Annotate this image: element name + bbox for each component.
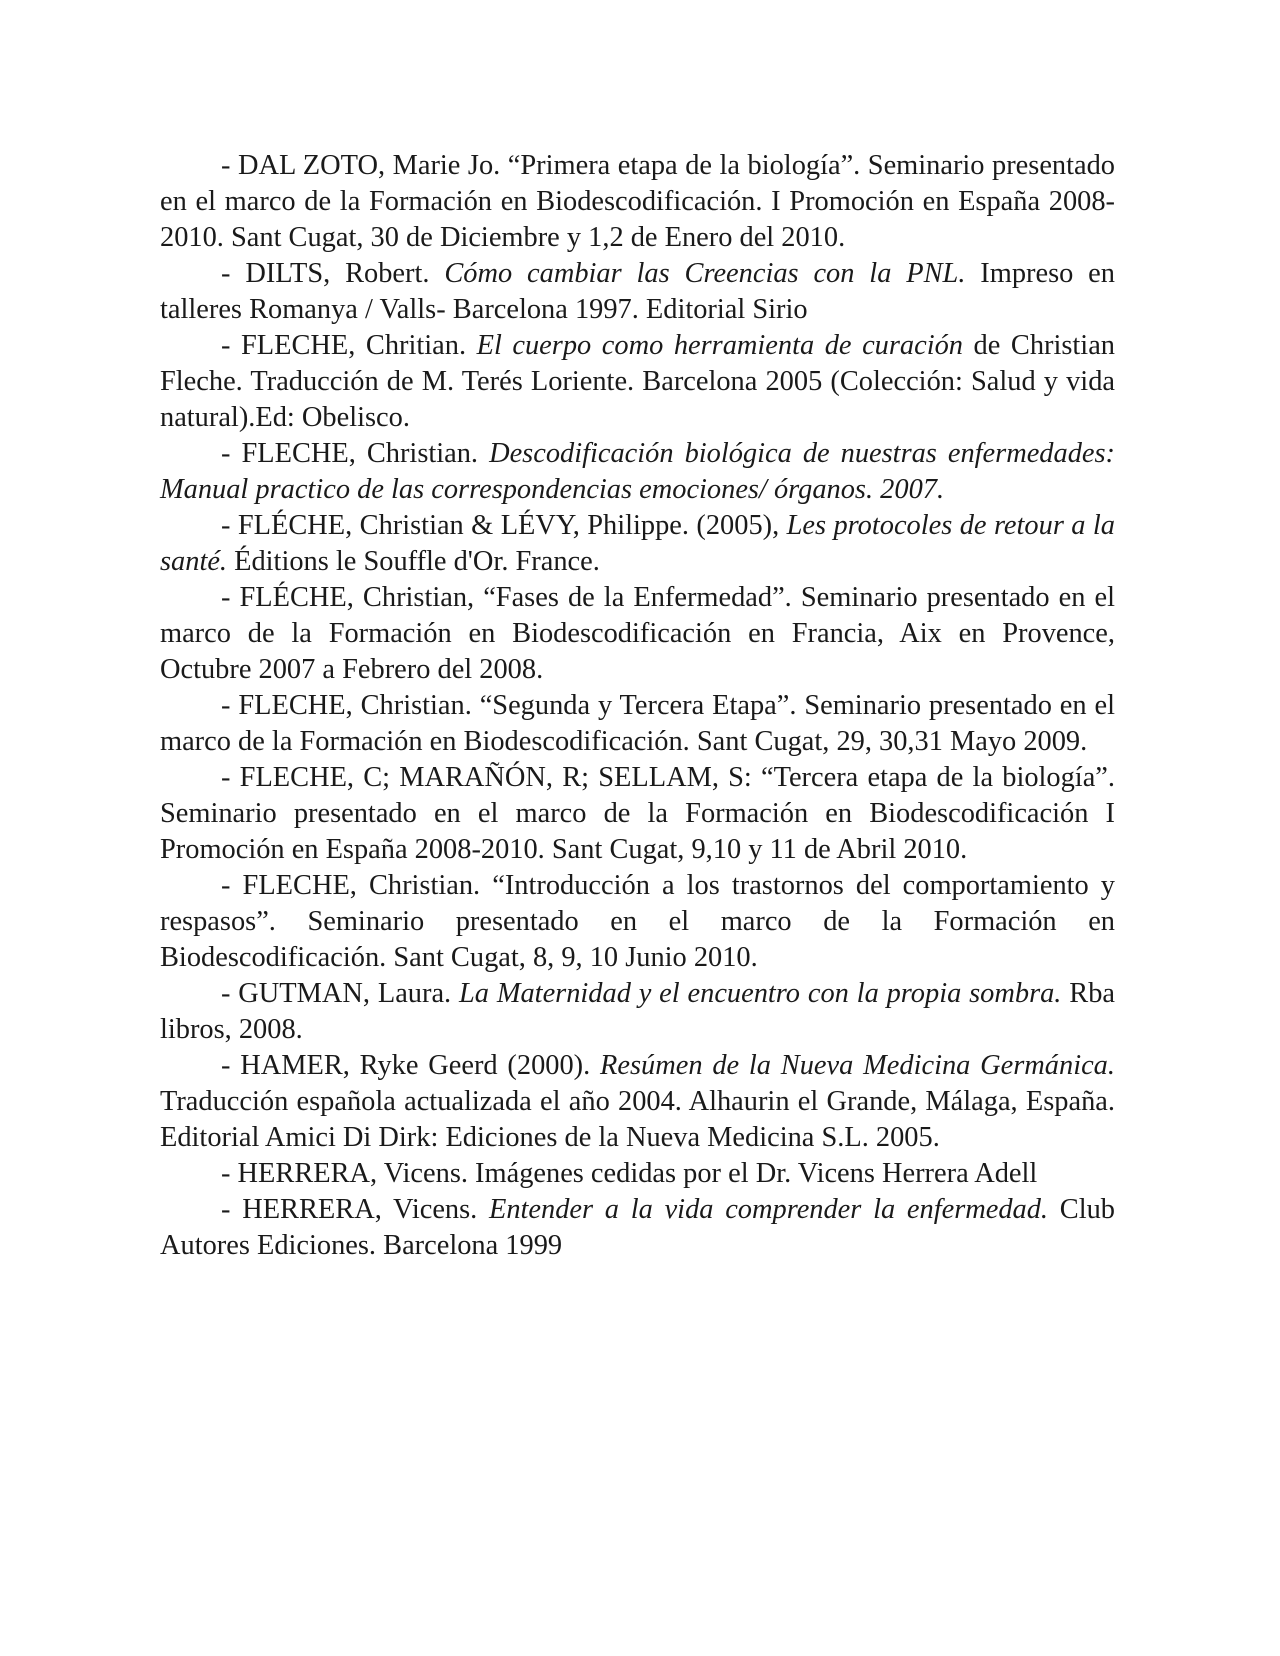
reference-entry [160, 1192, 1115, 1264]
reference-title: Cómo cambiar las Creencias con la PNL. [444, 258, 966, 289]
reference-entry [160, 256, 1115, 328]
reference-entry [160, 328, 1115, 436]
reference-entry [160, 1048, 1115, 1156]
reference-entry [160, 688, 1115, 760]
reference-text: Club Autores Ediciones. Barcelona 1999 [160, 1194, 1115, 1261]
reference-entry [160, 508, 1115, 580]
reference-text: - FLECHE, Chritian. [221, 330, 477, 361]
reference-text: - FLECHE, Christian. [221, 438, 490, 469]
reference-title: La Maternidad y el encuentro con la propia sombra. [459, 978, 1062, 1009]
reference-text: Éditions le Souffle d'Or. France. [227, 546, 600, 577]
reference-entry [160, 976, 1115, 1048]
reference-entry [160, 436, 1115, 508]
reference-text: - DAL ZOTO, Marie Jo. “Primera etapa de la biología”. Seminario presentado en el marco de la Formación en Biodescodificación. I Promoción en España 2008-2010. Sant Cugat, 30 de Diciembre y 1,2 de Enero del 2010. [160, 150, 1115, 253]
reference-title: Descodificación biológica de nuestras enfermedades: Manual practico de las correspondencias emociones/ órganos. 2007. [160, 438, 1116, 505]
reference-entry [160, 1156, 1115, 1192]
reference-title: Entender a la vida comprender la enfermedad. [489, 1194, 1049, 1225]
reference-title: Resúmen de la Nueva Medicina Germánica. [600, 1050, 1115, 1081]
reference-entry [160, 868, 1115, 976]
reference-text: - DILTS, Robert. [221, 258, 445, 289]
reference-title: Les protocoles de retour a la santé. [160, 510, 1115, 577]
reference-text: - HAMER, Ryke Geerd (2000). [221, 1050, 601, 1081]
reference-text: - FLÉCHE, Christian, “Fases de la Enfermedad”. Seminario presentado en el marco de la Formación en Biodescodificación en Francia, Aix en Provence, Octubre 2007 a Febrero del 2008. [160, 582, 1115, 685]
reference-text: Rba libros, 2008. [160, 978, 1116, 1045]
reference-text: - HERRERA, Vicens. [221, 1194, 489, 1225]
reference-text: - FLECHE, Christian. “Segunda y Tercera Etapa”. Seminario presentado en el marco de la Formación en Biodescodificación. Sant Cugat, 29, 30,31 Mayo 2009. [160, 690, 1115, 757]
reference-entry [160, 760, 1115, 868]
reference-text: - FLÉCHE, Christian & LÉVY, Philippe. (2005), [221, 510, 787, 541]
reference-text: Impreso en talleres Romanya / Valls- Barcelona 1997. Editorial Sirio [160, 258, 1115, 325]
reference-text: Traducción española actualizada el año 2004. Alhaurin el Grande, Málaga, España. Editorial Amici Di Dirk: Ediciones de la Nueva Medicina S.L. 2005. [160, 1086, 1115, 1153]
reference-text: - HERRERA, Vicens. Imágenes cedidas por el Dr. Vicens Herrera Adell [221, 1158, 1038, 1189]
reference-entry [160, 580, 1115, 688]
reference-text: - FLECHE, Christian. “Introducción a los trastornos del comportamiento y respasos”. Seminario presentado en el marco de la Formación en Biodescodificación. Sant Cugat, 8, 9, 10 Junio 2010. [160, 870, 1115, 973]
reference-text: - FLECHE, C; MARAÑÓN, R; SELLAM, S: “Tercera etapa de la biología”. Seminario presentado en el marco de la Formación en Biodescodificación I Promoción en España 2008-2010. Sant Cugat, 9,10 y 11 de Abril 2010. [160, 762, 1115, 865]
reference-text: - GUTMAN, Laura. [221, 978, 459, 1009]
reference-title: El cuerpo como herramienta de curación [476, 330, 963, 361]
reference-list [160, 148, 1115, 1264]
bibliography-page [160, 148, 1115, 1264]
reference-entry [160, 148, 1115, 256]
reference-text: de Christian Fleche. Traducción de M. Terés Loriente. Barcelona 2005 (Colección: Salud y vida natural).Ed: Obelisco. [160, 330, 1115, 433]
